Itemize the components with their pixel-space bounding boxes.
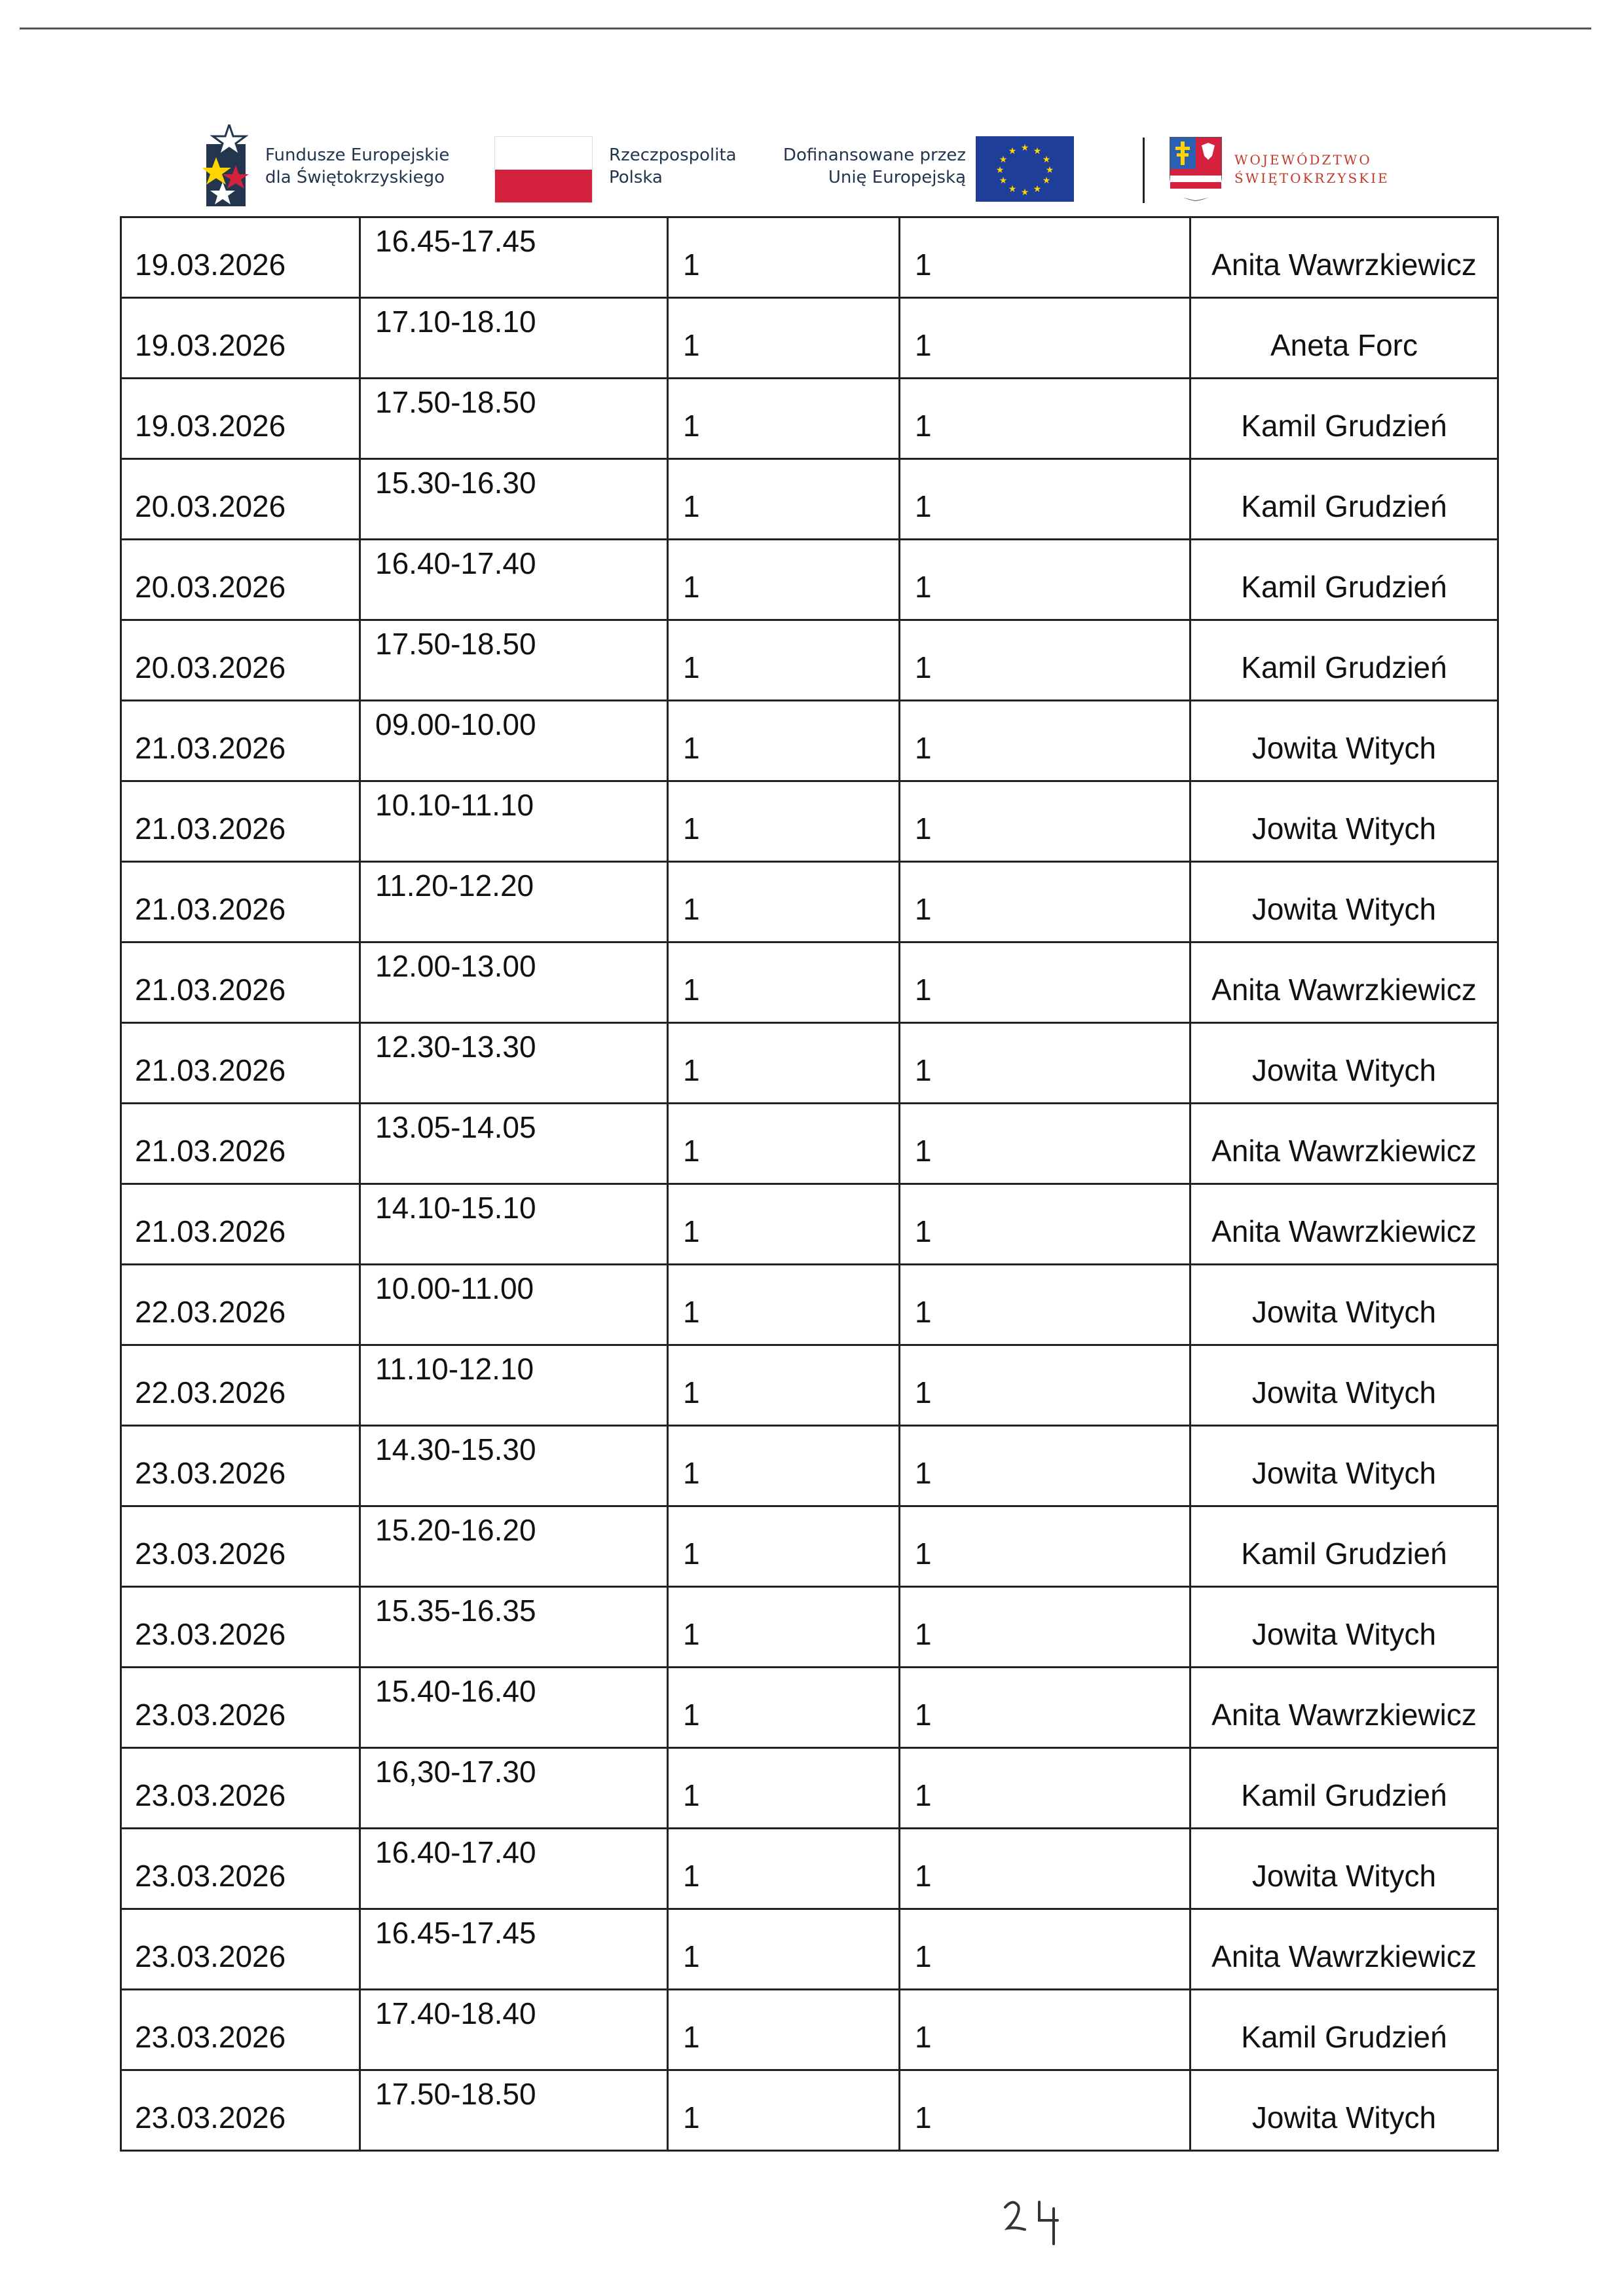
- instructor-cell-text: Anita Wawrzkiewicz: [1211, 973, 1477, 1007]
- instructor-cell-text: Anita Wawrzkiewicz: [1211, 248, 1477, 282]
- table-row: [122, 218, 1499, 299]
- table-row: [122, 1910, 1499, 1990]
- count-b-cell: [900, 1507, 1191, 1586]
- sw-line-2: ŚWIĘTOKRZYSKIE: [1234, 170, 1390, 186]
- date-cell: [122, 540, 361, 619]
- date-cell-text: 20.03.2026: [135, 489, 286, 523]
- instructor-cell-text: Jowita Witych: [1251, 731, 1437, 765]
- svg-text:★: ★: [1042, 176, 1051, 186]
- time-cell-text: 16.45-17.45: [375, 224, 536, 258]
- time-cell-text: 15.35-16.35: [375, 1594, 536, 1628]
- count-b-cell: [900, 1829, 1191, 1908]
- schedule-table: [120, 216, 1499, 2152]
- table-row: [122, 701, 1499, 782]
- count-b-cell-text: 1: [915, 1295, 932, 1329]
- date-cell-text: 21.03.2026: [135, 731, 286, 765]
- time-cell-text: 12.30-13.30: [375, 1030, 536, 1064]
- polish-flag-icon: [494, 136, 593, 203]
- count-a-cell-text: 1: [683, 731, 700, 765]
- instructor-cell-text: Jowita Witych: [1251, 2100, 1437, 2135]
- instructor-cell-text: Jowita Witych: [1251, 1053, 1437, 1087]
- count-a-cell-text: 1: [683, 409, 700, 443]
- count-a-cell: [669, 1507, 900, 1586]
- date-cell: [122, 379, 361, 458]
- count-a-cell: [669, 1668, 900, 1747]
- date-cell-text: 21.03.2026: [135, 1214, 286, 1248]
- count-b-cell-text: 1: [915, 1537, 932, 1571]
- time-cell: [361, 701, 669, 780]
- time-cell-text: 15.20-16.20: [375, 1513, 536, 1547]
- count-b-cell-text: 1: [915, 1698, 932, 1732]
- date-cell: [122, 701, 361, 780]
- date-cell: [122, 1185, 361, 1263]
- instructor-cell-text: Anita Wawrzkiewicz: [1211, 1214, 1477, 1248]
- handwritten-page-mark: [999, 2194, 1071, 2247]
- date-cell-text: 19.03.2026: [135, 248, 286, 282]
- table-row: [122, 540, 1499, 621]
- count-b-cell: [900, 1749, 1191, 1827]
- eu-line-2: Unię Europejską: [828, 168, 966, 187]
- date-cell: [122, 1668, 361, 1747]
- count-a-cell-text: 1: [683, 1134, 700, 1168]
- time-cell: [361, 379, 669, 458]
- count-b-cell: [900, 1104, 1191, 1183]
- count-a-cell: [669, 1990, 900, 2069]
- count-a-cell: [669, 1588, 900, 1666]
- table-row: [122, 1749, 1499, 1829]
- count-b-cell: [900, 299, 1191, 377]
- date-cell-text: 21.03.2026: [135, 812, 286, 846]
- time-cell: [361, 1668, 669, 1747]
- time-cell: [361, 460, 669, 538]
- instructor-cell-text: Jowita Witych: [1251, 1456, 1437, 1490]
- count-b-cell-text: 1: [915, 812, 932, 846]
- time-cell-text: 15.30-16.30: [375, 466, 536, 500]
- date-cell: [122, 460, 361, 538]
- svg-text:★: ★: [1020, 187, 1029, 198]
- table-row: [122, 1990, 1499, 2071]
- eu-line-1: Dofinansowane przez: [783, 145, 966, 165]
- count-b-cell-text: 1: [915, 1134, 932, 1168]
- count-a-cell-text: 1: [683, 973, 700, 1007]
- table-row: [122, 1104, 1499, 1185]
- count-b-cell-text: 1: [915, 409, 932, 443]
- count-b-cell-text: 1: [915, 1939, 932, 1973]
- time-cell-text: 16.40-17.40: [375, 546, 536, 580]
- count-b-cell: [900, 943, 1191, 1022]
- svg-text:★: ★: [1008, 146, 1017, 157]
- time-cell-text: 16,30-17.30: [375, 1755, 536, 1789]
- time-cell-text: 14.10-15.10: [375, 1191, 536, 1225]
- coat-of-arms-icon: [1169, 136, 1223, 202]
- date-cell: [122, 218, 361, 297]
- count-b-cell-text: 1: [915, 650, 932, 684]
- count-b-cell-text: 1: [915, 731, 932, 765]
- time-cell: [361, 218, 669, 297]
- scan-edge-line: [20, 28, 1591, 29]
- eu-flag-icon: [976, 136, 1074, 202]
- date-cell: [122, 2071, 361, 2150]
- instructor-cell: [1191, 2071, 1499, 2150]
- count-a-cell-text: 1: [683, 1053, 700, 1087]
- time-cell-text: 17.10-18.10: [375, 305, 536, 339]
- date-cell: [122, 782, 361, 861]
- date-cell: [122, 1024, 361, 1102]
- table-row: [122, 863, 1499, 943]
- count-a-cell: [669, 1749, 900, 1827]
- time-cell: [361, 2071, 669, 2150]
- count-b-cell: [900, 460, 1191, 538]
- table-row: [122, 621, 1499, 701]
- count-a-cell-text: 1: [683, 1617, 700, 1651]
- instructor-cell-text: Kamil Grudzień: [1241, 1778, 1447, 1812]
- instructor-cell: [1191, 1749, 1499, 1827]
- count-a-cell-text: 1: [683, 1698, 700, 1732]
- count-b-cell: [900, 1668, 1191, 1747]
- time-cell-text: 15.40-16.40: [375, 1674, 536, 1708]
- count-a-cell-text: 1: [683, 2020, 700, 2054]
- date-cell: [122, 943, 361, 1022]
- date-cell-text: 23.03.2026: [135, 2100, 286, 2135]
- time-cell-text: 11.10-12.10: [375, 1352, 534, 1386]
- time-cell-text: 09.00-10.00: [375, 707, 536, 741]
- count-b-cell: [900, 379, 1191, 458]
- table-row: [122, 379, 1499, 460]
- time-cell: [361, 1749, 669, 1827]
- instructor-cell: [1191, 379, 1499, 458]
- time-cell-text: 16.40-17.40: [375, 1835, 536, 1869]
- time-cell: [361, 1829, 669, 1908]
- instructor-cell-text: Anita Wawrzkiewicz: [1211, 1134, 1477, 1168]
- count-b-cell-text: 1: [915, 248, 932, 282]
- count-a-cell: [669, 379, 900, 458]
- count-a-cell: [669, 1104, 900, 1183]
- date-cell: [122, 1749, 361, 1827]
- svg-text:★: ★: [1020, 143, 1029, 153]
- date-cell-text: 23.03.2026: [135, 1859, 286, 1893]
- svg-text:★: ★: [1033, 184, 1042, 195]
- count-b-cell: [900, 1588, 1191, 1666]
- time-cell: [361, 1346, 669, 1425]
- count-b-cell-text: 1: [915, 489, 932, 523]
- date-cell-text: 21.03.2026: [135, 1134, 286, 1168]
- fe-line-2: dla Świętokrzyskiego: [265, 168, 445, 187]
- date-cell-text: 23.03.2026: [135, 1939, 286, 1973]
- table-row: [122, 1346, 1499, 1427]
- instructor-cell: [1191, 943, 1499, 1022]
- instructor-cell: [1191, 460, 1499, 538]
- table-row: [122, 782, 1499, 863]
- count-a-cell-text: 1: [683, 570, 700, 604]
- count-a-cell-text: 1: [683, 248, 700, 282]
- count-a-cell-text: 1: [683, 1295, 700, 1329]
- date-cell-text: 23.03.2026: [135, 1617, 286, 1651]
- count-b-cell-text: 1: [915, 1617, 932, 1651]
- fe-line-1: Fundusze Europejskie: [265, 145, 450, 165]
- instructor-cell-text: Anita Wawrzkiewicz: [1211, 1939, 1477, 1973]
- time-cell: [361, 1990, 669, 2069]
- time-cell: [361, 1507, 669, 1586]
- time-cell-text: 10.00-11.00: [375, 1271, 534, 1305]
- count-b-cell-text: 1: [915, 1859, 932, 1893]
- count-a-cell-text: 1: [683, 1778, 700, 1812]
- count-a-cell-text: 1: [683, 892, 700, 926]
- date-cell-text: 21.03.2026: [135, 973, 286, 1007]
- time-cell-text: 10.10-11.10: [375, 788, 534, 822]
- instructor-cell-text: Kamil Grudzień: [1241, 1537, 1447, 1571]
- count-a-cell: [669, 299, 900, 377]
- date-cell-text: 21.03.2026: [135, 892, 286, 926]
- instructor-cell: [1191, 1829, 1499, 1908]
- count-b-cell-text: 1: [915, 1214, 932, 1248]
- count-b-cell-text: 1: [915, 973, 932, 1007]
- time-cell: [361, 943, 669, 1022]
- count-b-cell: [900, 218, 1191, 297]
- table-row: [122, 1507, 1499, 1588]
- count-a-cell: [669, 1829, 900, 1908]
- count-a-cell: [669, 1346, 900, 1425]
- count-b-cell: [900, 782, 1191, 861]
- svg-text:★: ★: [999, 155, 1008, 165]
- date-cell-text: 23.03.2026: [135, 1456, 286, 1490]
- instructor-cell-text: Kamil Grudzień: [1241, 2020, 1447, 2054]
- instructor-cell: [1191, 540, 1499, 619]
- date-cell: [122, 1829, 361, 1908]
- count-a-cell-text: 1: [683, 1859, 700, 1893]
- count-b-cell-text: 1: [915, 1053, 932, 1087]
- date-cell-text: 19.03.2026: [135, 328, 286, 362]
- instructor-cell: [1191, 1185, 1499, 1263]
- table-row: [122, 2071, 1499, 2152]
- count-a-cell: [669, 782, 900, 861]
- table-row: [122, 1185, 1499, 1265]
- rp-line-2: Polska: [609, 168, 663, 187]
- count-b-cell: [900, 1024, 1191, 1102]
- table-row: [122, 1829, 1499, 1910]
- eu-cofinancing-logo: [776, 136, 1084, 208]
- instructor-cell: [1191, 218, 1499, 297]
- time-cell-text: 11.20-12.20: [375, 868, 534, 903]
- count-b-cell-text: 1: [915, 2100, 932, 2135]
- count-a-cell: [669, 1185, 900, 1263]
- count-a-cell: [669, 1427, 900, 1505]
- time-cell-text: 14.30-15.30: [375, 1432, 536, 1466]
- table-row: [122, 1024, 1499, 1104]
- count-a-cell-text: 1: [683, 1456, 700, 1490]
- count-b-cell: [900, 701, 1191, 780]
- time-cell: [361, 782, 669, 861]
- svg-text:★: ★: [1033, 146, 1042, 157]
- count-a-cell: [669, 1024, 900, 1102]
- count-a-cell: [669, 701, 900, 780]
- instructor-cell-text: Jowita Witych: [1251, 892, 1437, 926]
- date-cell-text: 20.03.2026: [135, 570, 286, 604]
- table-row: [122, 460, 1499, 540]
- date-cell: [122, 1427, 361, 1505]
- time-cell: [361, 1588, 669, 1666]
- instructor-cell-text: Anita Wawrzkiewicz: [1211, 1698, 1477, 1732]
- time-cell-text: 12.00-13.00: [375, 949, 536, 983]
- instructor-cell: [1191, 1668, 1499, 1747]
- date-cell: [122, 299, 361, 377]
- instructor-cell-text: Kamil Grudzień: [1241, 409, 1447, 443]
- count-b-cell: [900, 2071, 1191, 2150]
- date-cell: [122, 1588, 361, 1666]
- count-a-cell-text: 1: [683, 2100, 700, 2135]
- date-cell: [122, 1990, 361, 2069]
- count-b-cell-text: 1: [915, 892, 932, 926]
- count-b-cell-text: 1: [915, 1375, 932, 1409]
- time-cell: [361, 1185, 669, 1263]
- count-a-cell: [669, 621, 900, 700]
- date-cell-text: 19.03.2026: [135, 409, 286, 443]
- instructor-cell: [1191, 1588, 1499, 1666]
- time-cell: [361, 1265, 669, 1344]
- count-a-cell: [669, 460, 900, 538]
- time-cell-text: 17.40-18.40: [375, 1996, 536, 2030]
- date-cell-text: 23.03.2026: [135, 2020, 286, 2054]
- time-cell: [361, 863, 669, 941]
- sw-line-1: WOJEWÓDZTWO: [1234, 152, 1372, 168]
- instructor-cell: [1191, 621, 1499, 700]
- instructor-cell: [1191, 1990, 1499, 2069]
- date-cell: [122, 863, 361, 941]
- instructor-cell-text: Kamil Grudzień: [1241, 570, 1447, 604]
- count-a-cell-text: 1: [683, 328, 700, 362]
- table-row: [122, 1265, 1499, 1346]
- count-b-cell-text: 1: [915, 1456, 932, 1490]
- table-row: [122, 1668, 1499, 1749]
- time-cell-text: 16.45-17.45: [375, 1916, 536, 1950]
- logo-divider: [1143, 138, 1145, 203]
- time-cell-text: 17.50-18.50: [375, 2077, 536, 2111]
- instructor-cell: [1191, 782, 1499, 861]
- instructor-cell-text: Aneta Forc: [1270, 328, 1418, 362]
- fe-star-icon: [203, 124, 255, 206]
- instructor-cell: [1191, 1427, 1499, 1505]
- instructor-cell: [1191, 863, 1499, 941]
- instructor-cell: [1191, 1265, 1499, 1344]
- count-b-cell: [900, 1427, 1191, 1505]
- date-cell: [122, 1265, 361, 1344]
- instructor-cell: [1191, 1104, 1499, 1183]
- count-b-cell: [900, 1185, 1191, 1263]
- time-cell: [361, 621, 669, 700]
- count-b-cell: [900, 621, 1191, 700]
- instructor-cell-text: Kamil Grudzień: [1241, 650, 1447, 684]
- svg-text:★: ★: [999, 176, 1008, 186]
- count-a-cell-text: 1: [683, 1537, 700, 1571]
- date-cell: [122, 1910, 361, 1988]
- count-a-cell: [669, 540, 900, 619]
- date-cell-text: 21.03.2026: [135, 1053, 286, 1087]
- instructor-cell-text: Kamil Grudzień: [1241, 489, 1447, 523]
- count-a-cell: [669, 1265, 900, 1344]
- count-a-cell: [669, 943, 900, 1022]
- instructor-cell-text: Jowita Witych: [1251, 1295, 1437, 1329]
- table-row: [122, 299, 1499, 379]
- table-row: [122, 1427, 1499, 1507]
- time-cell-text: 17.50-18.50: [375, 627, 536, 661]
- count-b-cell-text: 1: [915, 1778, 932, 1812]
- time-cell-text: 17.50-18.50: [375, 385, 536, 419]
- count-b-cell-text: 1: [915, 570, 932, 604]
- fundusze-europejskie-logo: [203, 124, 517, 210]
- count-a-cell-text: 1: [683, 1214, 700, 1248]
- table-row: [122, 1588, 1499, 1668]
- count-a-cell: [669, 218, 900, 297]
- header-logo-bar: [196, 124, 1441, 210]
- date-cell-text: 23.03.2026: [135, 1778, 286, 1812]
- count-a-cell-text: 1: [683, 489, 700, 523]
- instructor-cell: [1191, 1346, 1499, 1425]
- instructor-cell-text: Jowita Witych: [1251, 1617, 1437, 1651]
- date-cell: [122, 1104, 361, 1183]
- svg-text:★: ★: [1042, 155, 1051, 165]
- count-a-cell-text: 1: [683, 650, 700, 684]
- instructor-cell: [1191, 299, 1499, 377]
- time-cell: [361, 299, 669, 377]
- wojewodztwo-swietokrzyskie-logo: [1169, 136, 1444, 208]
- instructor-cell: [1191, 1910, 1499, 1988]
- date-cell-text: 23.03.2026: [135, 1698, 286, 1732]
- date-cell: [122, 1346, 361, 1425]
- count-b-cell: [900, 1910, 1191, 1988]
- date-cell: [122, 621, 361, 700]
- time-cell-text: 13.05-14.05: [375, 1110, 536, 1144]
- instructor-cell-text: Jowita Witych: [1251, 1859, 1437, 1893]
- count-b-cell: [900, 540, 1191, 619]
- count-a-cell: [669, 2071, 900, 2150]
- date-cell-text: 23.03.2026: [135, 1537, 286, 1571]
- date-cell: [122, 1507, 361, 1586]
- count-b-cell: [900, 863, 1191, 941]
- rp-line-1: Rzeczpospolita: [609, 145, 737, 165]
- count-a-cell-text: 1: [683, 812, 700, 846]
- instructor-cell-text: Jowita Witych: [1251, 1375, 1437, 1409]
- count-b-cell: [900, 1990, 1191, 2069]
- time-cell: [361, 1427, 669, 1505]
- date-cell-text: 22.03.2026: [135, 1375, 286, 1409]
- count-a-cell: [669, 863, 900, 941]
- count-a-cell-text: 1: [683, 1375, 700, 1409]
- count-b-cell-text: 1: [915, 2020, 932, 2054]
- svg-text:★: ★: [995, 165, 1005, 176]
- time-cell: [361, 1024, 669, 1102]
- count-b-cell: [900, 1346, 1191, 1425]
- time-cell: [361, 1910, 669, 1988]
- date-cell-text: 20.03.2026: [135, 650, 286, 684]
- svg-text:★: ★: [1008, 184, 1017, 195]
- count-a-cell-text: 1: [683, 1939, 700, 1973]
- time-cell: [361, 1104, 669, 1183]
- table-row: [122, 943, 1499, 1024]
- count-b-cell: [900, 1265, 1191, 1344]
- svg-text:★: ★: [1045, 165, 1054, 176]
- count-b-cell-text: 1: [915, 328, 932, 362]
- instructor-cell: [1191, 1024, 1499, 1102]
- date-cell-text: 22.03.2026: [135, 1295, 286, 1329]
- rzeczpospolita-polska-logo: [494, 136, 756, 208]
- instructor-cell: [1191, 701, 1499, 780]
- time-cell: [361, 540, 669, 619]
- instructor-cell: [1191, 1507, 1499, 1586]
- count-a-cell: [669, 1910, 900, 1988]
- instructor-cell-text: Jowita Witych: [1251, 812, 1437, 846]
